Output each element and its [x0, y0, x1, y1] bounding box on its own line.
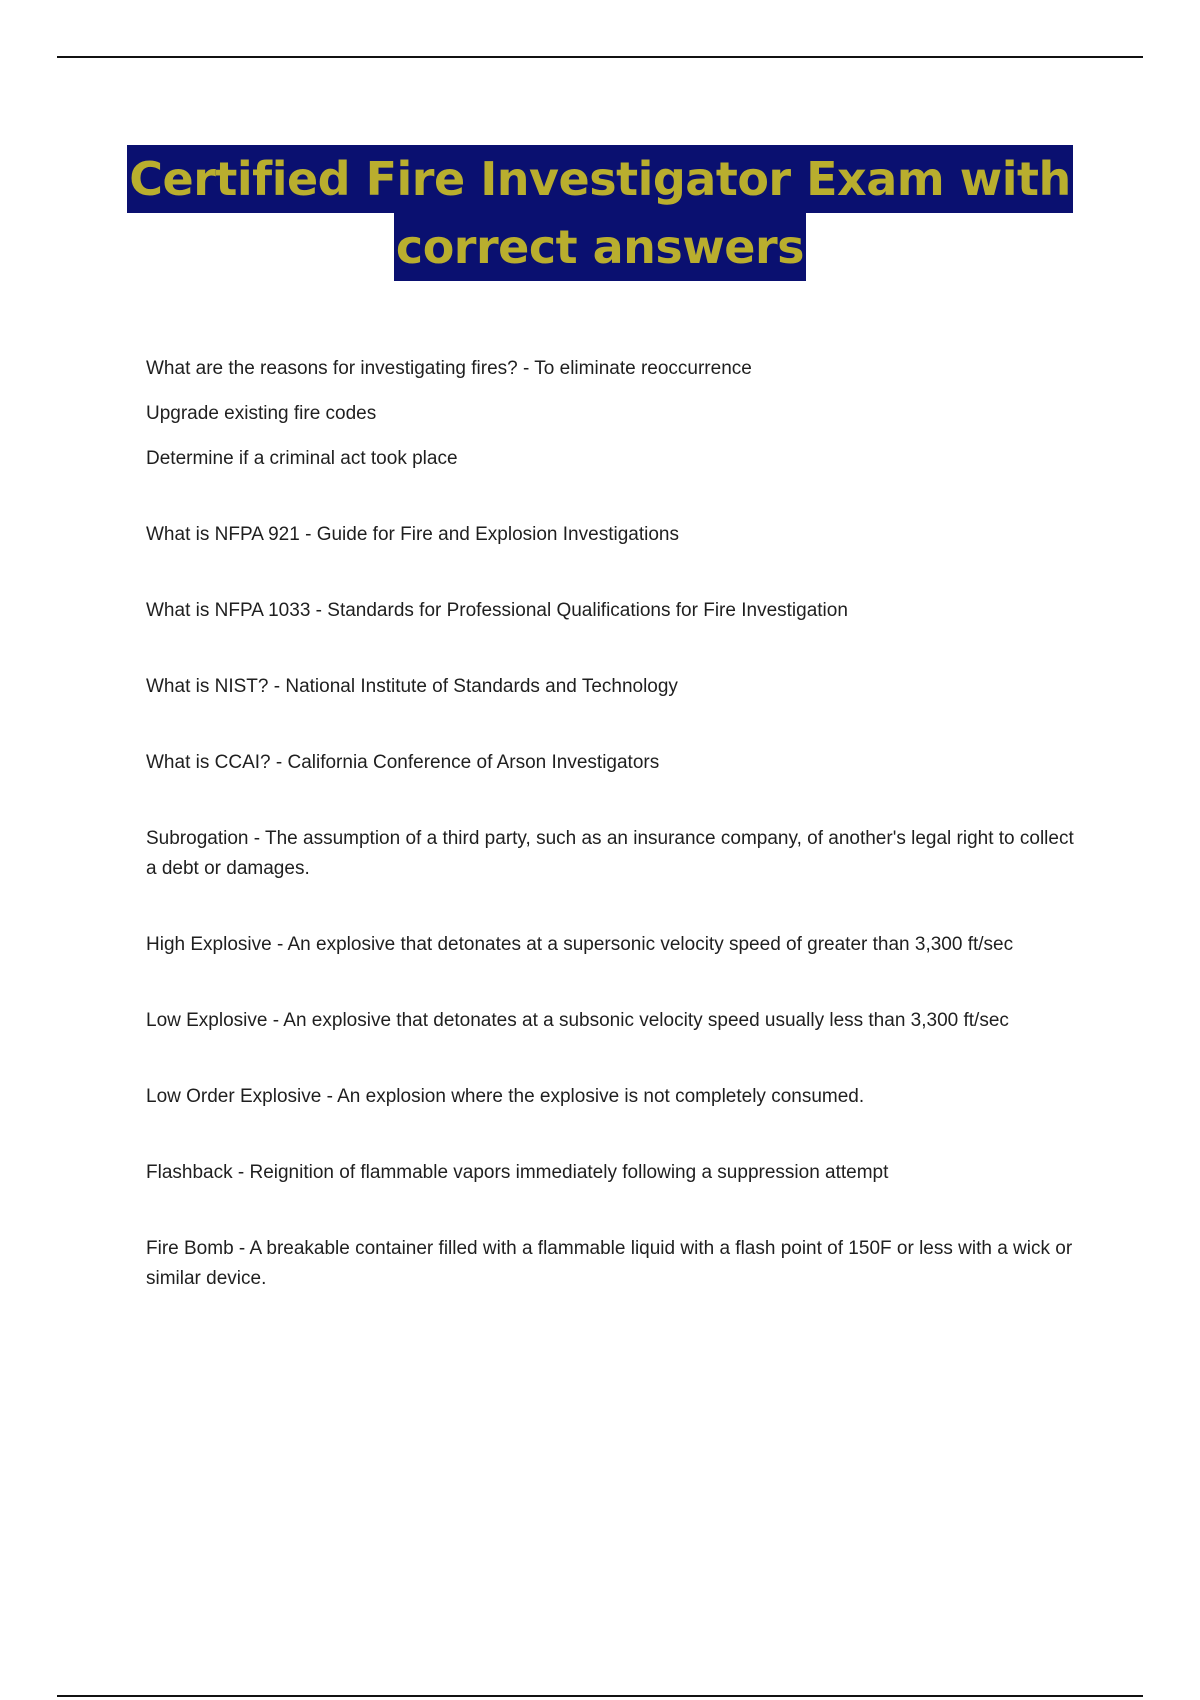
spacer: [146, 960, 1086, 1006]
qa-item-fire-bomb: [146, 1234, 1086, 1294]
qa-item-low-explosive: [146, 1006, 1086, 1036]
qa-text: High Explosive - An explosive that detonates at a supersonic velocity speed of greater than 3,300 ft/sec: [146, 934, 1014, 955]
spacer: [146, 1112, 1086, 1158]
spacer: [146, 1036, 1086, 1082]
bottom-rule: [57, 1695, 1143, 1697]
qa-text: What is CCAI? - California Conference of Arson Investigators: [146, 752, 660, 773]
qa-line: Upgrade existing fire codes: [146, 403, 377, 424]
qa-item-ccai: [146, 748, 1086, 778]
qa-item-nfpa-1033: [146, 596, 1086, 626]
spacer: [146, 626, 1086, 672]
qa-item-nfpa-921: [146, 520, 1086, 550]
qa-item-flashback: [146, 1158, 1086, 1188]
title-line-1: Certified Fire Investigator Exam with: [127, 145, 1072, 213]
spacer: [146, 474, 1086, 520]
qa-item-high-explosive: [146, 930, 1086, 960]
spacer: [146, 550, 1086, 596]
qa-item-reasons: [146, 354, 1086, 474]
qa-text: Subrogation - The assumption of a third party, such as an insurance company, of another's legal right to collect a debt or damages.: [146, 828, 1074, 879]
qa-item-low-order-explosive: [146, 1082, 1086, 1112]
spacer: [146, 778, 1086, 824]
qa-list: [146, 354, 1086, 1294]
qa-text: What is NIST? - National Institute of Standards and Technology: [146, 676, 678, 697]
qa-item-subrogation: [146, 824, 1086, 884]
qa-line: Determine if a criminal act took place: [146, 448, 458, 469]
qa-item-nist: [146, 672, 1086, 702]
qa-text: What is NFPA 1033 - Standards for Professional Qualifications for Fire Investigation: [146, 600, 848, 621]
qa-line: What are the reasons for investigating fires? - To eliminate reoccurrence: [146, 358, 752, 379]
qa-text: Low Explosive - An explosive that detonates at a subsonic velocity speed usually less than 3,300 ft/sec: [146, 1010, 1009, 1031]
spacer: [146, 702, 1086, 748]
qa-text: Flashback - Reignition of flammable vapors immediately following a suppression attempt: [146, 1162, 889, 1183]
title-line-2: correct answers: [394, 213, 806, 281]
spacer: [146, 1188, 1086, 1234]
document-title: [0, 145, 1200, 281]
spacer: [146, 884, 1086, 930]
top-rule: [57, 56, 1143, 58]
qa-text: Low Order Explosive - An explosion where the explosive is not completely consumed.: [146, 1086, 865, 1107]
qa-text: What is NFPA 921 - Guide for Fire and Explosion Investigations: [146, 524, 679, 545]
qa-text: Fire Bomb - A breakable container filled with a flammable liquid with a flash point of 150F or less with a wick or similar device.: [146, 1238, 1073, 1289]
